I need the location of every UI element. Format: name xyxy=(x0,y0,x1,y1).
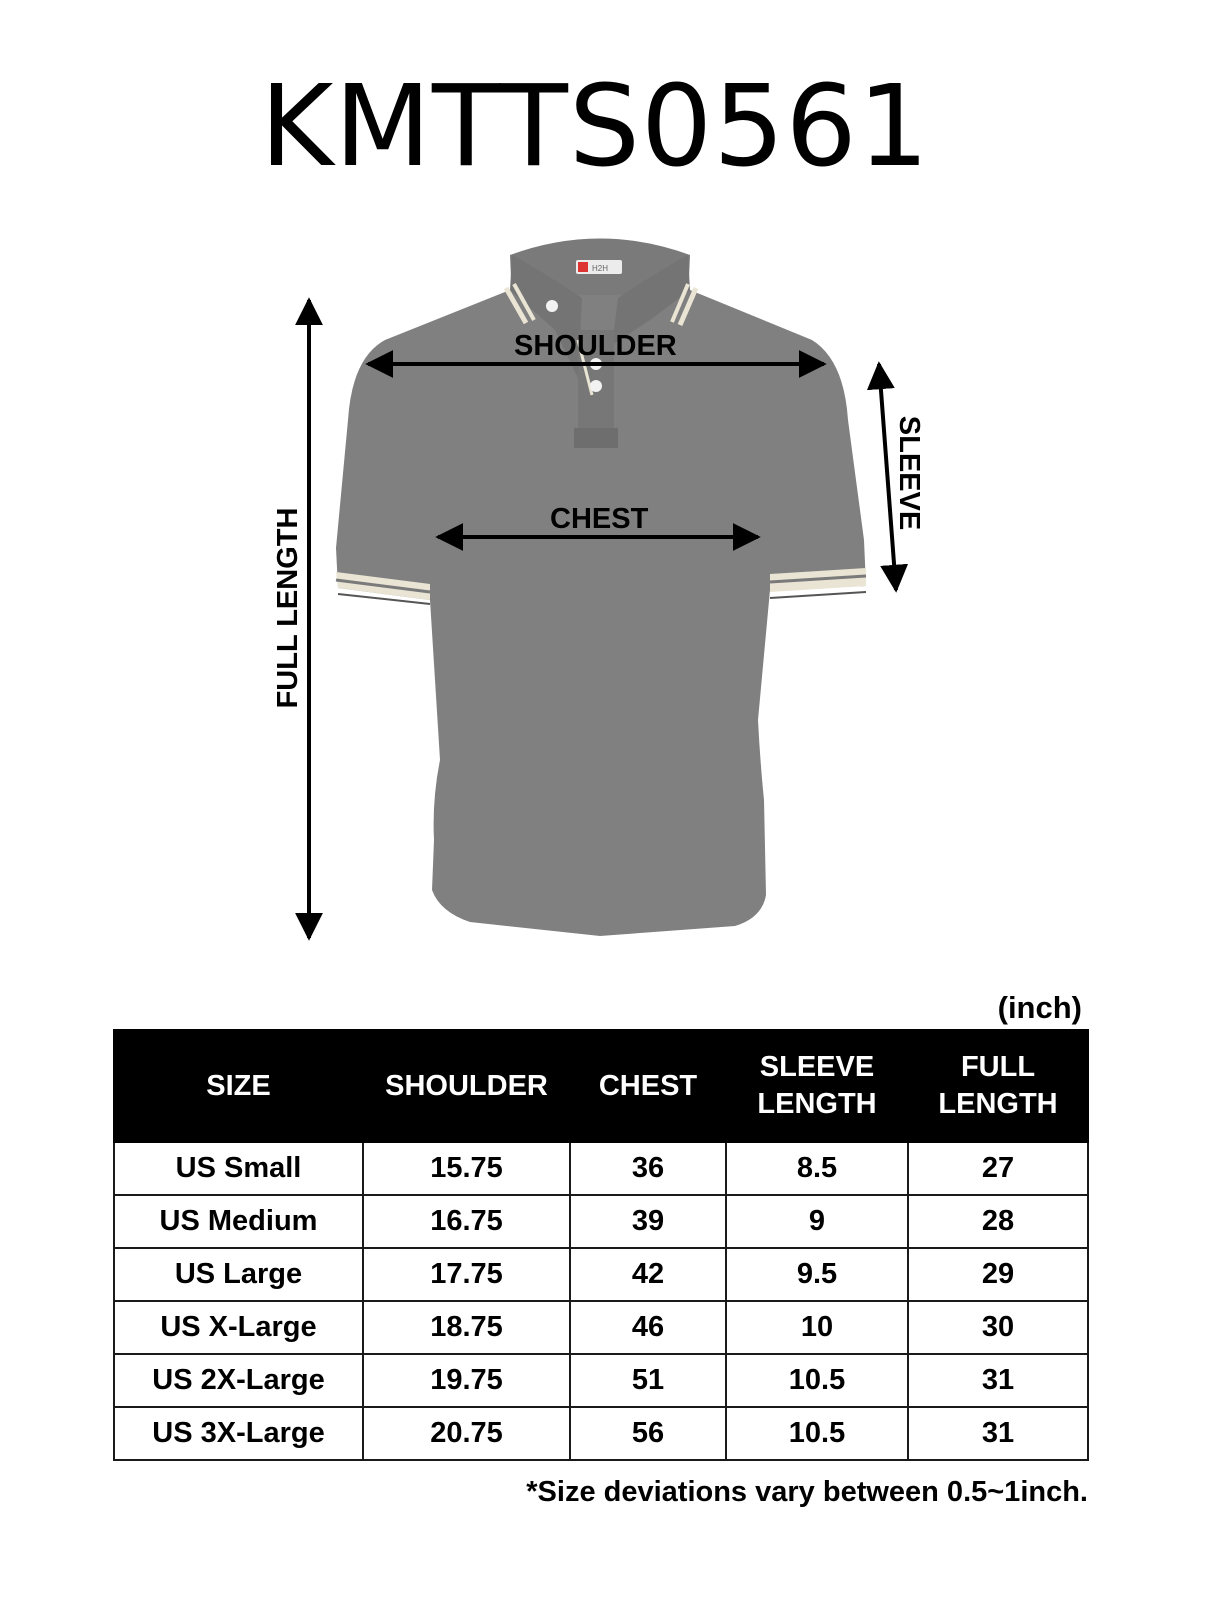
sleeve-cell: 10.5 xyxy=(726,1407,908,1460)
shoulder-label: SHOULDER xyxy=(514,330,677,362)
shoulder-cell: 17.75 xyxy=(363,1248,570,1301)
header-sleeve-length: SLEEVE LENGTH xyxy=(726,1030,908,1142)
unit-label: (inch) xyxy=(997,990,1082,1025)
table-row xyxy=(114,1354,1088,1407)
shoulder-cell: 16.75 xyxy=(363,1195,570,1248)
size-cell: US Medium xyxy=(114,1195,363,1248)
sleeve-cell: 9.5 xyxy=(726,1248,908,1301)
product-title: KMTTS0561 xyxy=(259,62,931,192)
button-low xyxy=(590,380,602,392)
size-cell: US 2X-Large xyxy=(114,1354,363,1407)
size-chart-table xyxy=(113,1029,1089,1461)
chest-cell: 42 xyxy=(570,1248,726,1301)
length-cell: 31 xyxy=(908,1354,1088,1407)
size-deviation-note: *Size deviations vary between 0.5~1inch. xyxy=(526,1476,1088,1508)
chest-cell: 39 xyxy=(570,1195,726,1248)
table-row xyxy=(114,1195,1088,1248)
sleeve-label: SLEEVE xyxy=(893,415,925,531)
table-row xyxy=(114,1301,1088,1354)
shoulder-cell: 18.75 xyxy=(363,1301,570,1354)
table-header-row xyxy=(114,1030,1088,1142)
button-top xyxy=(546,300,558,312)
size-cell: US Small xyxy=(114,1142,363,1195)
full-length-label: FULL LENGTH xyxy=(272,507,304,709)
header-chest: CHEST xyxy=(570,1030,726,1142)
shoulder-cell: 19.75 xyxy=(363,1354,570,1407)
table-row xyxy=(114,1407,1088,1460)
header-full-length: FULL LENGTH xyxy=(908,1030,1088,1142)
chest-label: CHEST xyxy=(550,503,649,535)
chest-cell: 56 xyxy=(570,1407,726,1460)
size-cell: US X-Large xyxy=(114,1301,363,1354)
placket-bottom xyxy=(574,428,618,448)
sleeve-cell: 10.5 xyxy=(726,1354,908,1407)
header-shoulder: SHOULDER xyxy=(363,1030,570,1142)
length-cell: 29 xyxy=(908,1248,1088,1301)
shoulder-cell: 15.75 xyxy=(363,1142,570,1195)
shoulder-cell: 20.75 xyxy=(363,1407,570,1460)
length-cell: 31 xyxy=(908,1407,1088,1460)
size-cell: US 3X-Large xyxy=(114,1407,363,1460)
length-cell: 30 xyxy=(908,1301,1088,1354)
table-row xyxy=(114,1248,1088,1301)
length-cell: 28 xyxy=(908,1195,1088,1248)
size-cell: US Large xyxy=(114,1248,363,1301)
chest-cell: 36 xyxy=(570,1142,726,1195)
brand-tag-text: H2H xyxy=(592,264,609,273)
sleeve-cell: 8.5 xyxy=(726,1142,908,1195)
length-cell: 27 xyxy=(908,1142,1088,1195)
header-size: SIZE xyxy=(114,1030,363,1142)
sleeve-cell: 9 xyxy=(726,1195,908,1248)
chest-cell: 51 xyxy=(570,1354,726,1407)
table-row xyxy=(114,1142,1088,1195)
sleeve-cell: 10 xyxy=(726,1301,908,1354)
chest-cell: 46 xyxy=(570,1301,726,1354)
